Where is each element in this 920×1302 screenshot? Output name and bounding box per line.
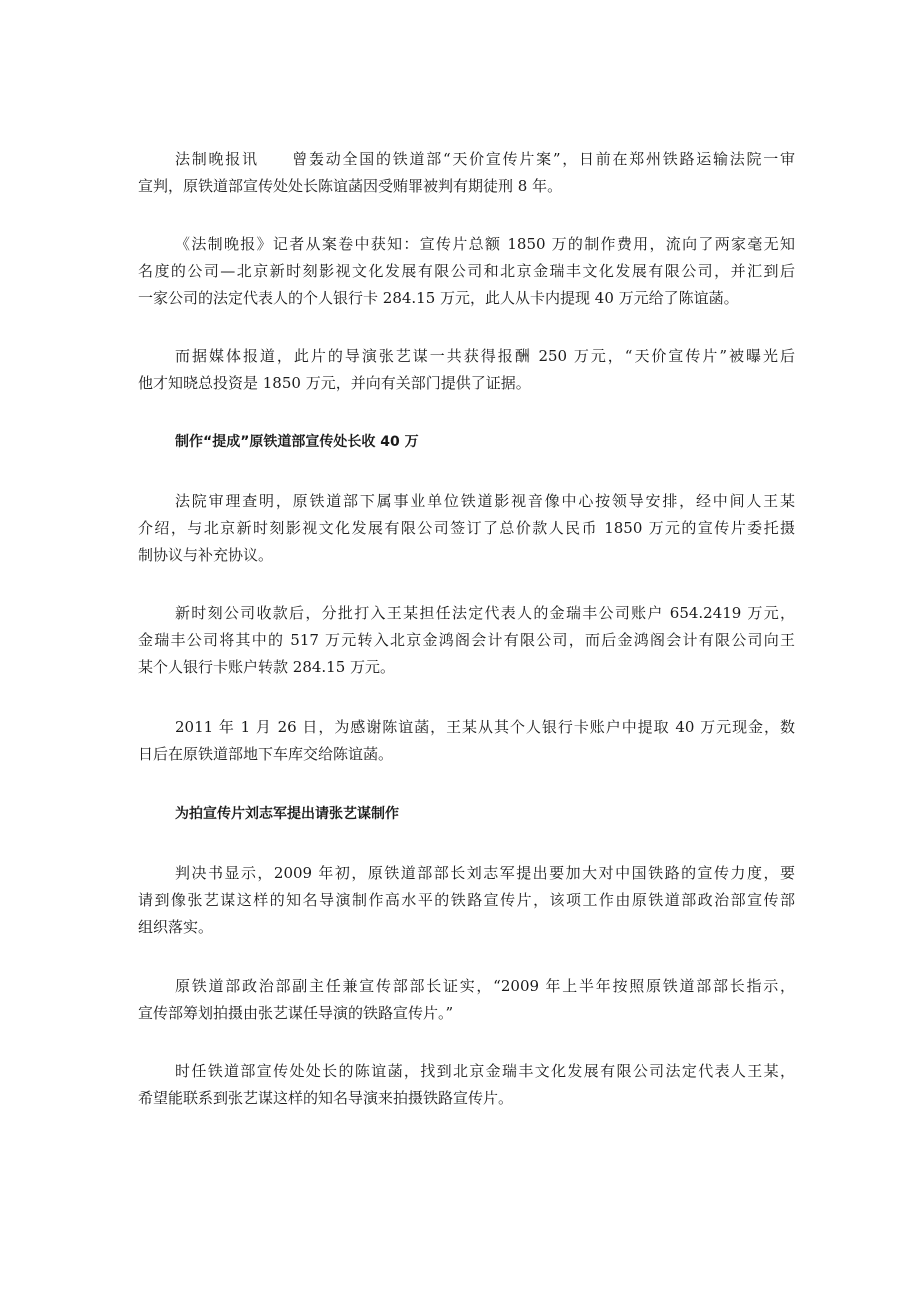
section-heading xyxy=(138,429,795,456)
paragraph xyxy=(138,600,795,681)
heading-text: 制作“提成”原铁道部宣传处长收 40 万 xyxy=(175,434,419,450)
paragraph xyxy=(138,488,795,569)
paragraph-line: 时任铁道部宣传处处长的陈谊菡，找到北京金瑞丰文化发展有限公司法定代表人王某， xyxy=(175,1062,795,1080)
paragraph xyxy=(138,860,795,941)
paragraph-line: 宣判，原铁道部宣传处处长陈谊菡因受贿罪被判有期徒刑 8 年。 xyxy=(138,177,563,195)
paragraph-line: 一家公司的法定代表人的个人银行卡 284.15 万元，此人从卡内提现 40 万元给了陈谊菡。 xyxy=(138,289,739,307)
section-heading xyxy=(138,801,795,828)
paragraph xyxy=(138,343,795,397)
paragraph-line: 法制晚报讯 曾轰动全国的铁道部“天价宣传片案”，日前在郑州铁路运输法院一审 xyxy=(175,150,795,168)
paragraph-line: 宣传部筹划拍摄由张艺谋任导演的铁路宣传片。” xyxy=(138,1004,454,1022)
paragraph-line: 法院审理查明，原铁道部下属事业单位铁道影视音像中心按领导安排，经中间人王某 xyxy=(175,492,795,510)
paragraph xyxy=(138,146,795,200)
paragraph-line: 金瑞丰公司将其中的 517 万元转入北京金鸿阁会计有限公司，而后金鸿阁会计有限公司向王 xyxy=(138,631,795,649)
paragraph-line: 日后在原铁道部地下车库交给陈谊菡。 xyxy=(138,745,394,763)
paragraph-line: 新时刻公司收款后，分批打入王某担任法定代表人的金瑞丰公司账户 654.2419 万元， xyxy=(175,604,795,622)
paragraph-line: 某个人银行卡账户转款 284.15 万元。 xyxy=(138,658,396,676)
heading-text: 为拍宣传片刘志军提出请张艺谋制作 xyxy=(175,806,399,822)
paragraph-line: 组织落实。 xyxy=(138,918,214,936)
paragraph-line: 名度的公司—北京新时刻影视文化发展有限公司和北京金瑞丰文化发展有限公司，并汇到后 xyxy=(138,262,795,280)
paragraph-line: 而据媒体报道，此片的导演张艺谋一共获得报酬 250 万元，“天价宣传片”被曝光后 xyxy=(175,347,795,365)
paragraph-line: 介绍，与北京新时刻影视文化发展有限公司签订了总价款人民币 1850 万元的宣传片委托摄 xyxy=(138,519,795,537)
paragraph-line: 他才知晓总投资是 1850 万元，并向有关部门提供了证据。 xyxy=(138,374,531,392)
paragraph-line: 请到像张艺谋这样的知名导演制作高水平的铁路宣传片，该项工作由原铁道部政治部宣传部 xyxy=(138,891,795,909)
paragraph-line: 《法制晚报》记者从案卷中获知：宣传片总额 1850 万的制作费用，流向了两家毫无知 xyxy=(175,235,795,253)
paragraph-line: 原铁道部政治部副主任兼宣传部部长证实，“2009 年上半年按照原铁道部部长指示， xyxy=(175,977,795,995)
paragraph-line: 制协议与补充协议。 xyxy=(138,546,274,564)
paragraph-line: 2011 年 1 月 26 日，为感谢陈谊菡，王某从其个人银行卡账户中提取 40 万元现金，数 xyxy=(175,718,795,736)
paragraph-line: 判决书显示，2009 年初，原铁道部部长刘志军提出要加大对中国铁路的宣传力度，要 xyxy=(175,864,795,882)
paragraph xyxy=(138,714,795,768)
paragraph xyxy=(138,231,795,312)
paragraph xyxy=(138,1058,795,1112)
paragraph xyxy=(138,973,795,1027)
paragraph-line: 希望能联系到张艺谋这样的知名导演来拍摄铁路宣传片。 xyxy=(138,1089,514,1107)
